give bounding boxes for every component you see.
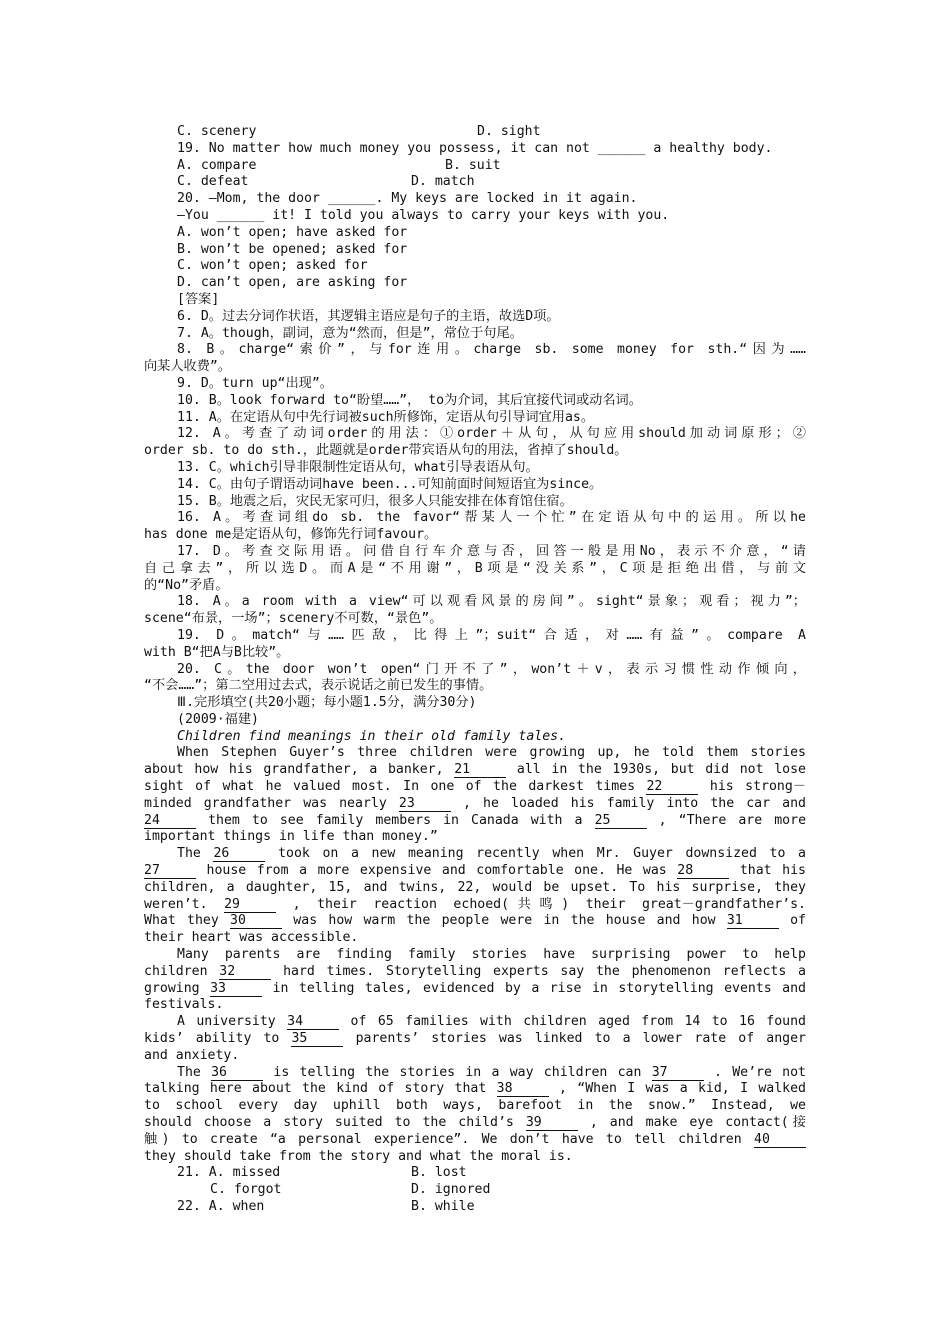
text-line: 6. D。过去分词作状语，其逻辑主语应是句子的主语，故选D项。 xyxy=(177,308,560,324)
cloze-blank: 31 xyxy=(727,914,779,929)
text-line xyxy=(144,1165,806,1182)
text-line: Children find meanings in their old family tales. xyxy=(177,728,567,744)
text-line: 17. D。考查交际用语。问借自行车介意与否，回答一般是用No，表示不介意，“请 xyxy=(177,543,806,559)
text-line: Ⅲ.完形填空(共20小题；每小题1.5分，满分30分) xyxy=(177,695,477,711)
text-line: 13. C。which引导非限制性定语从句，what引导表语从句。 xyxy=(177,459,539,475)
text-line: 20. C。the door won’t open“门开不了”，won’t＋v，表示习惯性动作倾向， xyxy=(177,661,806,677)
cloze-blank: 39 xyxy=(526,1116,578,1131)
text-line: (2009·福建) xyxy=(177,711,259,727)
option-right: B. while xyxy=(411,1199,475,1214)
text-line: should choose a story suited to the child’s 39 , and make eye contact(接 xyxy=(144,1115,806,1131)
option-left: C. scenery xyxy=(177,124,257,139)
text-line: B. won’t be opened; asked for xyxy=(177,241,408,257)
option-right: D. ignored xyxy=(411,1182,491,1198)
text-line: 7. A。though，副词，意为“然而，但是”，常位于句尾。 xyxy=(177,325,523,341)
text-line: 18. A。a room with a view“可以观看风景的房间”。sight“景象；观看；视力”； xyxy=(177,594,806,610)
text-line: children, a daughter, 15, and twins, 22, would be upset. To his surprise, they xyxy=(144,879,806,895)
option-right: B. suit xyxy=(445,157,501,173)
text-line: 9. D。turn up“出现”。 xyxy=(177,375,333,391)
text-line: When Stephen Guyer’s three children were growing up, he told them stories xyxy=(177,745,806,761)
text-line: scene“布景，一场”；scenery不可数，“景色”。 xyxy=(144,611,443,627)
text-line xyxy=(144,158,806,175)
text-line: they should take from the story and what the moral is. xyxy=(144,1148,573,1164)
option-left: 22. A. when xyxy=(177,1199,265,1214)
option-right: D. match xyxy=(411,174,475,190)
text-line: their heart was accessible. xyxy=(144,930,359,946)
option-left: A. compare xyxy=(177,157,257,173)
text-line: to school every day uphill both ways, barefoot in the snow.” Instead, we xyxy=(144,1098,806,1114)
text-line: 16. A。考查词组do sb. the favor“帮某人一个忙”在定语从句中的运用。所以he xyxy=(177,510,806,526)
text-line xyxy=(144,1199,806,1216)
text-line: A university 34 of 65 families with children aged from 14 to 16 found xyxy=(177,1014,806,1030)
text-line: C. won’t open; asked for xyxy=(177,258,368,274)
cloze-blank: 27 xyxy=(144,864,196,879)
cloze-blank: 25 xyxy=(595,814,647,829)
text-line: with B“把A与B比较”。 xyxy=(144,644,290,660)
cloze-blank: 24 xyxy=(144,814,196,829)
text-line: children 32 hard times. Storytelling experts say the phenomenon reflects a xyxy=(144,963,806,979)
cloze-blank: 30 xyxy=(230,914,282,929)
cloze-blank: 35 xyxy=(291,1032,343,1047)
text-line: D. can’t open, are asking for xyxy=(177,275,408,291)
option-right: D. sight xyxy=(477,124,541,139)
text-line xyxy=(144,124,806,141)
cloze-blank: 28 xyxy=(677,864,729,879)
cloze-blank: 23 xyxy=(399,797,451,812)
text-line: festivals. xyxy=(144,997,224,1013)
option-right: B. lost xyxy=(411,1165,467,1181)
text-line: “不会……”；第二空用过去式，表示说话之前已发生的事情。 xyxy=(144,678,493,694)
cloze-blank: 32 xyxy=(219,965,271,980)
cloze-blank: 34 xyxy=(287,1015,339,1030)
document-page xyxy=(144,124,806,1216)
text-line: 10. B。look forward to“盼望……”， to为介词，其后宜接代词或动名词。 xyxy=(177,392,642,408)
text-line: has done me是定语从句，修饰先行词favour。 xyxy=(144,527,438,543)
text-line xyxy=(144,174,806,191)
text-line: 24 them to see family members in Canada with a 25 , “There are more xyxy=(144,812,806,828)
text-line xyxy=(144,1182,806,1199)
cloze-blank: 36 xyxy=(211,1066,263,1081)
cloze-blank: 29 xyxy=(224,898,276,913)
text-line: about how his grandfather, a banker, 21 all in the 1930s, but did not lose xyxy=(144,762,806,778)
cloze-blank: 40 xyxy=(754,1133,806,1148)
text-line: 20. —Mom, the door ______. My keys are locked in it again. xyxy=(177,191,638,207)
text-line: 向某人收费”。 xyxy=(144,359,232,375)
text-line: 11. A。在定语从句中先行词被such所修饰，定语从句引导词宜用as。 xyxy=(177,409,595,425)
option-left: C. forgot xyxy=(210,1182,282,1198)
text-line: 自己拿去”，所以选D。而A是“不用谢”，B项是“没关系”，C项是拒绝出借，与前文 xyxy=(144,560,806,576)
cloze-blank: 38 xyxy=(497,1082,549,1097)
option-left: 21. A. missed xyxy=(177,1165,281,1181)
cloze-blank: 26 xyxy=(213,847,265,862)
text-line: 触) to create “a personal experience”. We don’t have to tell children 40 xyxy=(144,1132,806,1149)
option-left: C. defeat xyxy=(177,174,249,190)
text-line: minded grandfather was nearly 23 , he loaded his family into the car and xyxy=(144,795,806,811)
text-line: 15. B。地震之后，灾民无家可归，很多人只能安排在体育馆住宿。 xyxy=(177,493,573,509)
text-line: [答案] xyxy=(177,291,220,307)
text-line: 的“No”矛盾。 xyxy=(144,577,229,593)
text-line: sight of what he valued most. In one of the darkest times 22 his strong－ xyxy=(144,779,806,795)
text-line: —You ______ it! I told you always to carry your keys with you. xyxy=(177,207,670,223)
text-line: 19. D。match“与……匹敌，比得上”；suit“合适，对……有益”。compare A xyxy=(177,627,806,643)
text-line: 8. B。charge“索价”，与for连用。charge sb. some money for sth.“因为…… xyxy=(177,342,806,358)
cloze-blank: 33 xyxy=(210,982,262,997)
text-line: talking here about the kind of story that 38 , “When I was a kid, I walked xyxy=(144,1081,806,1097)
cloze-blank: 22 xyxy=(646,780,698,795)
text-line: kids’ ability to 35 parents’ stories was linked to a lower rate of anger xyxy=(144,1031,806,1047)
text-line: order sb. to do sth.，此题就是order带宾语从句的用法，省掉了should。 xyxy=(144,443,628,459)
text-line: The 36 is telling the stories in a way children can 37 . We’re not xyxy=(177,1064,806,1080)
text-line: 19. No matter how much money you possess, it can not ______ a healthy body. xyxy=(177,140,773,156)
cloze-blank: 21 xyxy=(454,763,506,778)
text-line: 27 house from a more expensive and comfortable one. He was 28 that his xyxy=(144,863,806,879)
text-line: What they 30 was how warm the people were in the house and how 31 of xyxy=(144,913,806,929)
text-line: 14. C。由句子谓语动词have been...可知前面时间短语宜为since。 xyxy=(177,476,603,492)
text-line: Many parents are finding family stories have surprising power to help xyxy=(177,947,806,963)
text-line: A. won’t open; have asked for xyxy=(177,224,408,240)
text-line: weren’t. 29 , their reaction echoed(共鸣) their great－grandfather’s. xyxy=(144,896,806,912)
cloze-blank: 37 xyxy=(652,1066,704,1081)
text-line: growing 33 in telling tales, evidenced by a rise in storytelling events and xyxy=(144,980,806,996)
text-line: and anxiety. xyxy=(144,1047,240,1063)
text-line: important things in life than money.” xyxy=(144,829,438,845)
text-line: The 26 took on a new meaning recently when Mr. Guyer downsized to a xyxy=(177,846,806,862)
text-line: 12. A。考查了动词order的用法：①order＋从句，从句应用should加动词原形；② xyxy=(177,426,806,442)
